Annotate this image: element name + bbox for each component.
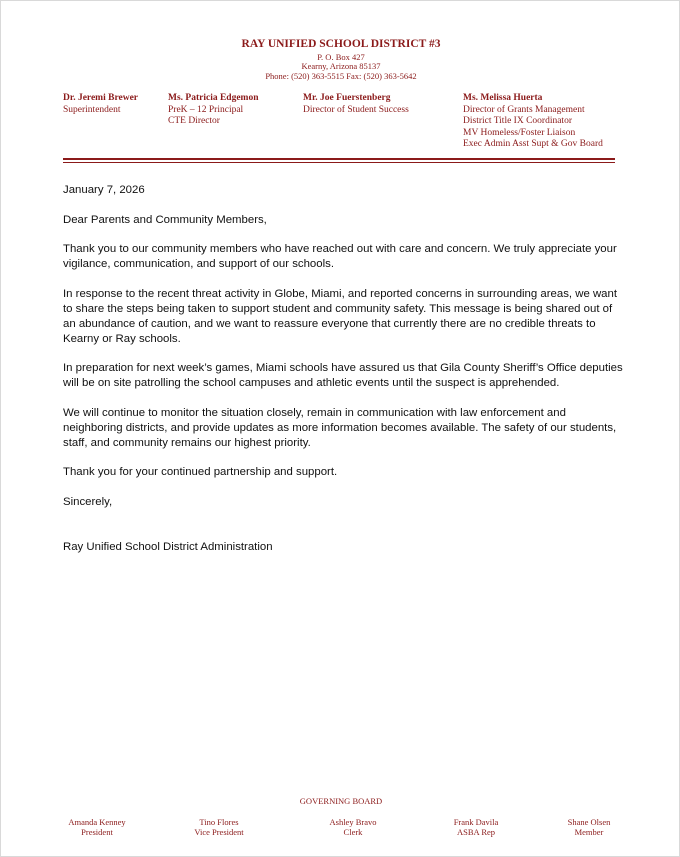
staff-name: Mr. Joe Fuerstenberg	[303, 93, 391, 103]
board-member-name: Ashley Bravo	[329, 817, 377, 827]
staff-role: MV Homeless/Foster Liaison	[463, 127, 576, 138]
letter-closing: Sincerely,	[63, 495, 113, 508]
district-city: Kearny, Arizona 85137	[301, 61, 381, 71]
letter-salutation: Dear Parents and Community Members,	[63, 213, 267, 226]
board-member	[159, 817, 279, 837]
letter-paragraph: Thank you for your continued partnership and support.	[63, 466, 338, 478]
staff-role: District Title IX Coordinator	[463, 116, 572, 126]
staff-role: Director of Grants Management	[463, 104, 585, 115]
board-member-role: Member	[574, 827, 604, 837]
staff-role: Director of Student Success	[303, 104, 409, 115]
staff-name: Dr. Jeremi Brewer	[63, 93, 139, 103]
board-member-role: Clerk	[343, 827, 363, 837]
staff-student-success	[303, 93, 409, 116]
staff-name: Ms. Patricia Edgemon	[168, 93, 259, 103]
board-member-role: ASBA Rep	[456, 827, 496, 837]
staff-name: Ms. Melissa Huerta	[463, 93, 543, 103]
letter-date: January 7, 2026	[63, 184, 145, 196]
staff-role: CTE Director	[168, 116, 220, 126]
board-member	[293, 817, 413, 837]
board-member	[416, 817, 536, 837]
board-member-name: Frank Davila	[453, 817, 499, 827]
staff-principal	[168, 93, 259, 128]
header-rule-thick	[63, 158, 615, 160]
letter-paragraph: In preparation for next week’s games, Miami schools have assured us that Gila County Sheriff’s Office deputies will be on site patrolling the school campuses and athletic events until the suspect is apprehended.	[63, 362, 623, 389]
board-member-role: Vice President	[194, 827, 244, 837]
board-member-name: Shane Olsen	[567, 817, 611, 827]
staff-grants	[463, 93, 603, 151]
staff-role: PreK – 12 Principal	[168, 104, 244, 115]
staff-superintendent	[63, 93, 138, 116]
letter-signature: Ray Unified School District Administration	[63, 540, 273, 553]
board-member-role: President	[81, 827, 113, 837]
letter-paragraph: In response to the recent threat activity in Globe, Miami, and reported concerns in surrounding areas, we want to share the steps being taken to support student and community safety. This message is being shared out of an abundance of caution, and we want to reassure everyone that currently there are no credible threats to Kearny or Ray schools.	[63, 287, 618, 345]
district-phone-fax: Phone: (520) 363-5515 Fax: (520) 363-5642	[265, 71, 417, 81]
board-member	[37, 817, 157, 837]
staff-role: Exec Admin Asst Supt & Gov Board	[463, 139, 603, 149]
district-title: RAY UNIFIED SCHOOL DISTRICT #3	[241, 38, 441, 50]
board-member-name: Tino Flores	[199, 817, 239, 827]
letter-paragraph: Thank you to our community members who have reached out with care and concern. We truly appreciate your vigilance, communication, and support of our schools.	[63, 243, 617, 270]
district-po-box: P. O. Box 427	[317, 52, 365, 62]
staff-role: Superintendent	[63, 104, 121, 115]
header-rule-thin	[63, 162, 615, 163]
governing-board-title: GOVERNING BOARD	[299, 796, 383, 806]
board-member	[529, 817, 649, 837]
board-member-name: Amanda Kenney	[68, 817, 126, 827]
letter-body	[63, 183, 623, 569]
letter-paragraph: We will continue to monitor the situation closely, remain in communication with law enforcement and neighboring districts, and provide updates as more information becomes available. The safety of our students, staff, and community remains our highest priority.	[63, 406, 617, 449]
